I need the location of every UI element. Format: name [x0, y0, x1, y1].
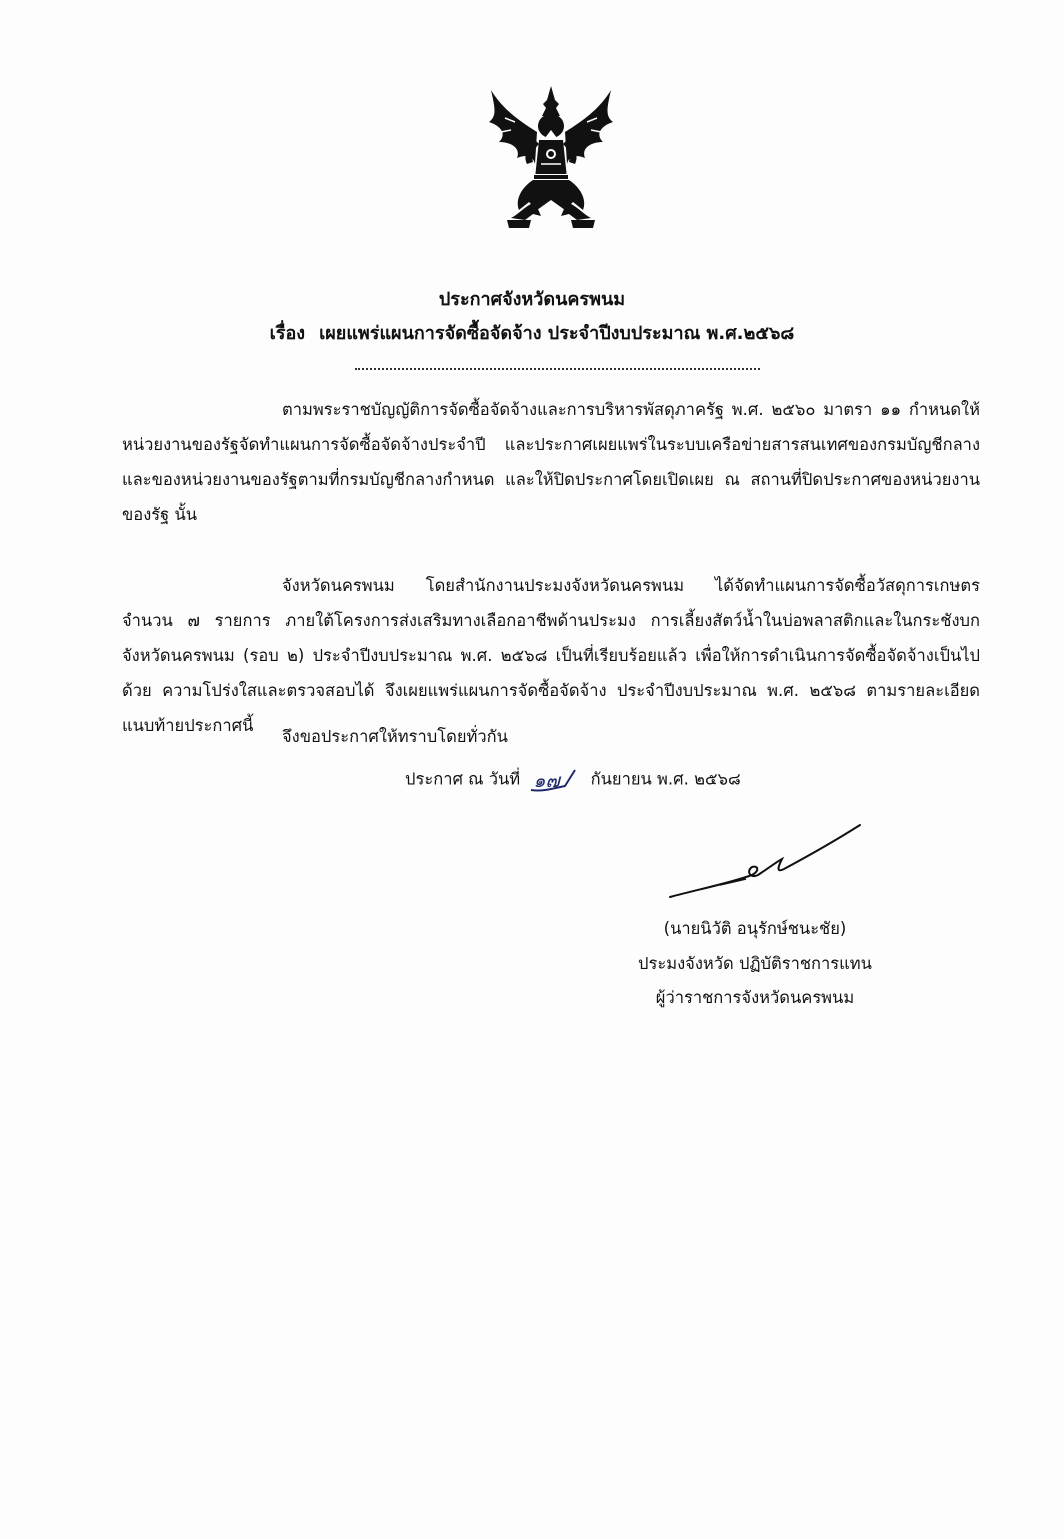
date-prefix: ประกาศ ณ วันที่ — [405, 769, 521, 789]
signer-position-1: ประมงจังหวัด ปฏิบัติราชการแทน — [638, 954, 872, 973]
handwritten-day — [525, 766, 585, 794]
handwritten-day-text: ๑๗ — [533, 770, 560, 792]
document-title: ประกาศจังหวัดนครพนม — [438, 289, 626, 310]
handwritten-signature-icon — [660, 815, 870, 905]
announcement-date — [405, 766, 741, 794]
paragraph-2-text: จังหวัดนครพนม โดยสำนักงานประมงจังหวัดนครพนม ได้จัดทำแผนการจัดซื้อวัสดุการเกษตร จำนวน ๗ รายการ ภายใต้โครงการส่งเสริมทางเลือกอาชีพด้านประมง การเลี้ยงสัตว์น้ำในบ่อพลาสติกและในกระชังบกจังหวัดนครพนม (รอบ ๒) ประจำปีงบประมาณ พ.ศ. ๒๕๖๘ เป็นที่เรียบร้อยแล้ว เพื่อให้การดำเนินการจัดซื้อจัดจ้างเป็นไปด้วย ความโปร่งใสและตรวจสอบได้ จึงเผยแพร่แผนการจัดซื้อจัดจ้าง ประจำปีงบประมาณ พ.ศ. ๒๕๖๘ ตามรายละเอียดแนบท้ายประกาศนี้ — [122, 576, 980, 735]
closing-statement: จึงขอประกาศให้ทราบโดยทั่วกัน — [282, 727, 508, 746]
handwriting-stroke-icon — [525, 766, 585, 794]
subject-label: เรื่อง — [269, 323, 306, 344]
body-paragraph-2 — [122, 568, 980, 743]
signer-position-2: ผู้ว่าราชการจังหวัดนครพนม — [655, 988, 855, 1007]
title-divider — [355, 368, 760, 370]
paragraph-1-text: ตามพระราชบัญญัติการจัดซื้อจัดจ้างและการบริหารพัสดุภาครัฐ พ.ศ. ๒๕๖๐ มาตรา ๑๑ กำหนดให้หน่วยงานของรัฐจัดทำแผนการจัดซื้อจัดจ้างประจำปี และประกาศเผยแพร่ในระบบเครือข่ายสารสนเทศของกรมบัญชีกลางและของหน่วยงานของรัฐตามที่กรมบัญชีกลางกำหนด และให้ปิดประกาศโดยเปิดเผย ณ สถานที่ปิดประกาศของหน่วยงานของรัฐ นั้น — [122, 400, 980, 524]
date-suffix: กันยายน พ.ศ. ๒๕๖๘ — [590, 769, 741, 789]
subject-text: เผยแพร่แผนการจัดซื้อจัดจ้าง ประจำปีงบประมาณ พ.ศ.๒๕๖๘ — [319, 323, 795, 344]
signer-name: (นายนิวัติ อนุรักษ์ชนะชัย) — [663, 919, 847, 938]
garuda-emblem-icon — [481, 82, 621, 242]
body-paragraph-1 — [122, 392, 980, 532]
document-subject — [0, 318, 1064, 347]
